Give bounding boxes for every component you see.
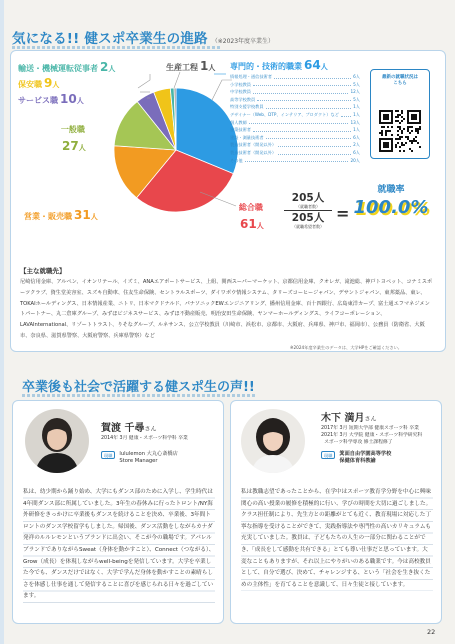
applicant-label: （就職希望者数） bbox=[292, 224, 324, 229]
breakdown-count: 1人 bbox=[353, 111, 360, 117]
breakdown-row bbox=[230, 111, 360, 119]
fraction-bar bbox=[284, 210, 332, 211]
testimonial-card-left bbox=[12, 400, 224, 624]
job-company-left: lululemon 大丸心斎橋店 bbox=[119, 451, 178, 457]
breakdown-name: その他 bbox=[230, 157, 243, 163]
breakdown-name: 製造技術者（開発以外） bbox=[230, 142, 277, 148]
section2-title: 卒業後も社会で活躍する健スポ生の声!! bbox=[22, 380, 255, 395]
breakdown-name: 製造技術者（開発以外） bbox=[230, 149, 277, 155]
person-name-right: 木下 満月さん bbox=[321, 413, 377, 424]
breakdown-row bbox=[230, 88, 360, 96]
breakdown-name: 情報処理・通信技術者 bbox=[230, 74, 272, 79]
leader-production bbox=[174, 72, 180, 88]
label-clerical: 一般職 27人 bbox=[60, 125, 86, 153]
testimonial-text-left: 私は、幼少期から踊り始め、大学にもダンス部のために入学し、学生時代は4年間ダンス部に所属していました。3年生の春休みに行ったトロント/NY海外研修をきっかけに卒業後もダンスを続けることを決め、卒業後、3年間トロントのダンス学校留学もしました。帰国後、ダンス活動をしながらカナダ発祥のルルレモンというブランドに出会い、そこが今の職場です。アパレルブランドでありながらSweat（身体を動かすこと）、Connect（つながる）、Grow（成長）を体現しながらwell-beingを発信しています。大学を卒業した今でも、ダンスだけではなく、大学で学んだ身体を動かすことの素晴らしさを体感し仕事を通して発信することに喜びを感じられる日々を過ごしています。 bbox=[23, 487, 215, 603]
breakdown-dots bbox=[266, 103, 352, 109]
job-tag-right: 現職 bbox=[321, 451, 335, 459]
professional-breakdown-list bbox=[230, 73, 360, 164]
job-right bbox=[321, 451, 391, 465]
label-production: 生産工程 1 人 bbox=[166, 59, 216, 73]
breakdown-row bbox=[230, 96, 360, 104]
label-general: 総合職 61人 bbox=[238, 203, 264, 231]
breakdown-name: 建築技術者 bbox=[230, 127, 251, 133]
qr-card[interactable] bbox=[370, 69, 430, 159]
label-sales: 営業・販売職 31 人 bbox=[24, 208, 98, 222]
breakdown-dots bbox=[274, 73, 351, 79]
label-service: サービス職 10 人 bbox=[18, 92, 84, 106]
breakdown-dots bbox=[341, 111, 351, 117]
avatar-kato bbox=[25, 409, 89, 473]
breakdown-count: 1人 bbox=[353, 127, 360, 133]
label-security: 保安職 9 人 bbox=[18, 76, 60, 90]
breakdown-dots bbox=[278, 149, 351, 155]
breakdown-row bbox=[230, 157, 360, 165]
breakdown-row bbox=[230, 73, 360, 81]
job-company-right: 箕面自由学園高等学校 bbox=[339, 451, 392, 457]
job-left bbox=[101, 451, 178, 465]
testimonial-text-right: 私は教職志望であったことから、在学中はスポーツ教育学分野を中心に興味関心の高い授業の履修を積極的に行い、学びの時間を大切に過ごしました。クラス担任制により、先生方との距離がとても近く、教育現場に対応した丁寧な指導を受けることができて、実践指導法や専門性の高いカリキュラムも充実していました。教員は、子どもたちの人生の一部分に関わることができ、「成長をして感動を共有できる」とても尊い仕事だと思っています。大変なこともありますが、それ以上にやりがいのある職業です。今は高校教員として、自分で選び、決めて、チャレンジする、という「社会を生き抜くための主体性」を育てることを意識して、日々生徒と接しています。 bbox=[241, 487, 433, 591]
job-role-left: Store Manager bbox=[119, 458, 158, 464]
breakdown-count: 1人 bbox=[353, 104, 360, 110]
page-number: 22 bbox=[427, 628, 436, 636]
breakdown-dots bbox=[266, 134, 352, 140]
breakdown-count: 6人 bbox=[353, 74, 360, 79]
breakdown-count: 2人 bbox=[353, 142, 360, 148]
employed-label: （就職者数） bbox=[296, 204, 320, 209]
section2-underline bbox=[22, 394, 256, 397]
breakdown-count: 12人 bbox=[350, 89, 360, 95]
breakdown-row bbox=[230, 119, 360, 127]
breakdown-row bbox=[230, 103, 360, 111]
breakdown-count: 5人 bbox=[353, 96, 360, 102]
breakdown-dots bbox=[257, 96, 351, 102]
person-info-right: 2017年 3月 短期大学部 健康スポーツ科 卒業 2021年 3月 大学院 健康・スポーツ科学研究科 スポーツ科学専攻 修士課程修了 bbox=[321, 426, 423, 445]
rate-value: 100.0% bbox=[353, 197, 429, 218]
breakdown-name: 小学校教員 bbox=[230, 81, 251, 87]
section1-note: （※2023年度卒業生） bbox=[211, 38, 275, 45]
breakdown-dots bbox=[253, 126, 351, 132]
breakdown-count: 5人 bbox=[353, 81, 360, 87]
breakdown-row bbox=[230, 149, 360, 157]
avatar-kinoshita bbox=[241, 409, 305, 473]
breakdown-count: 6人 bbox=[353, 134, 360, 140]
breakdown-name: 建設・測量技術者 bbox=[230, 134, 264, 140]
qr-caption: 最新の就職状況は こちら bbox=[382, 75, 418, 86]
breakdown-name: デザイナー（Web、DTP、インテリア、プロダクト）など bbox=[230, 111, 339, 117]
breakdown-row bbox=[230, 141, 360, 149]
employed-count: 205人 bbox=[291, 192, 325, 204]
person-info-left: 2014年 3月 健康・スポーツ科学科 卒業 bbox=[101, 436, 188, 441]
person-name-left: 賀渡 千尋さん bbox=[101, 423, 157, 434]
breakdown-name: 個人教師 bbox=[230, 119, 247, 125]
label-professional: 専門的・技術的職業 64 人 bbox=[230, 58, 328, 72]
breakdown-count: 20人 bbox=[350, 157, 360, 163]
leader-professional bbox=[212, 80, 232, 100]
breakdown-row bbox=[230, 134, 360, 142]
testimonial-card-right bbox=[230, 400, 442, 624]
breakdown-dots bbox=[245, 157, 349, 163]
equals-sign: = bbox=[336, 204, 350, 223]
job-tag-left: 現職 bbox=[101, 451, 115, 459]
breakdown-name: 高等学校教員 bbox=[230, 96, 256, 102]
employers-list: 尼崎信用金庫、アルペン、イオンリテール、イズミ、ANAエアポートサービス、上組、関西スーパーマーケット、京都信用金庫、クオレガ、滝池総、神戸トヨペット、コナミスポーツクラブ、資生堂美容室、スズキ自動車、住友生命保険、セントラルスポーツ、ダイワボウ情報システム、タリーズコーヒージャパン、デサントジャパン、東邦薬品、東レ、TOKAIホールディングス、日本情報産業、ニトリ、日本マクドナルド、パナソニックEWエンジニアリング、播州信用金庫、百十四銀行、広島東洋カープ、富士通エフマネジメントパートナー、丸二倉庫グループ、みずほビジネスサービス、みずほ不動産販売、明治安田生命保険、ヤンマーホールディングス、ライフコーポレーション、LAVAInternational、リゾートトラスト、りそなグループ、ルネサンス、公立学校教員（川崎市、浜松市、京都市、大阪府、兵庫県、神戸市、福岡市）、公務員（防衛省、大阪市、奈良県、滋賀県警察、大阪府警察、兵庫県警察）など bbox=[20, 279, 433, 339]
applicant-count: 205人 bbox=[291, 212, 325, 224]
breakdown-dots bbox=[278, 141, 351, 147]
breakdown-name: 中学校教員 bbox=[230, 89, 251, 95]
employers-title: 【主な就職先】 bbox=[20, 267, 66, 275]
breakdown-row bbox=[230, 126, 360, 134]
rate-label: 就職率 bbox=[350, 182, 432, 195]
breakdown-count: 6人 bbox=[353, 149, 360, 155]
breakdown-row bbox=[230, 81, 360, 89]
label-transport: 輸送・機械運転従事者 2 人 bbox=[18, 60, 116, 74]
section1-title: 気になる!! 健スポ卒業生の進路 bbox=[12, 31, 208, 47]
breakdown-dots bbox=[253, 81, 351, 87]
employment-rate bbox=[350, 182, 432, 230]
qr-code-icon[interactable] bbox=[379, 110, 421, 152]
employers-note: ※2024年度卒業生のデータは、大学HPをご確認ください。 bbox=[290, 345, 402, 350]
breakdown-count: 13人 bbox=[350, 119, 360, 125]
job-role-right: 保健体育科教諭 bbox=[339, 458, 376, 464]
employment-fraction bbox=[284, 192, 332, 229]
breakdown-name: 特別支援学校教員 bbox=[230, 104, 264, 110]
breakdown-dots bbox=[249, 119, 349, 125]
breakdown-dots bbox=[253, 88, 349, 94]
leader-transport bbox=[138, 74, 150, 88]
